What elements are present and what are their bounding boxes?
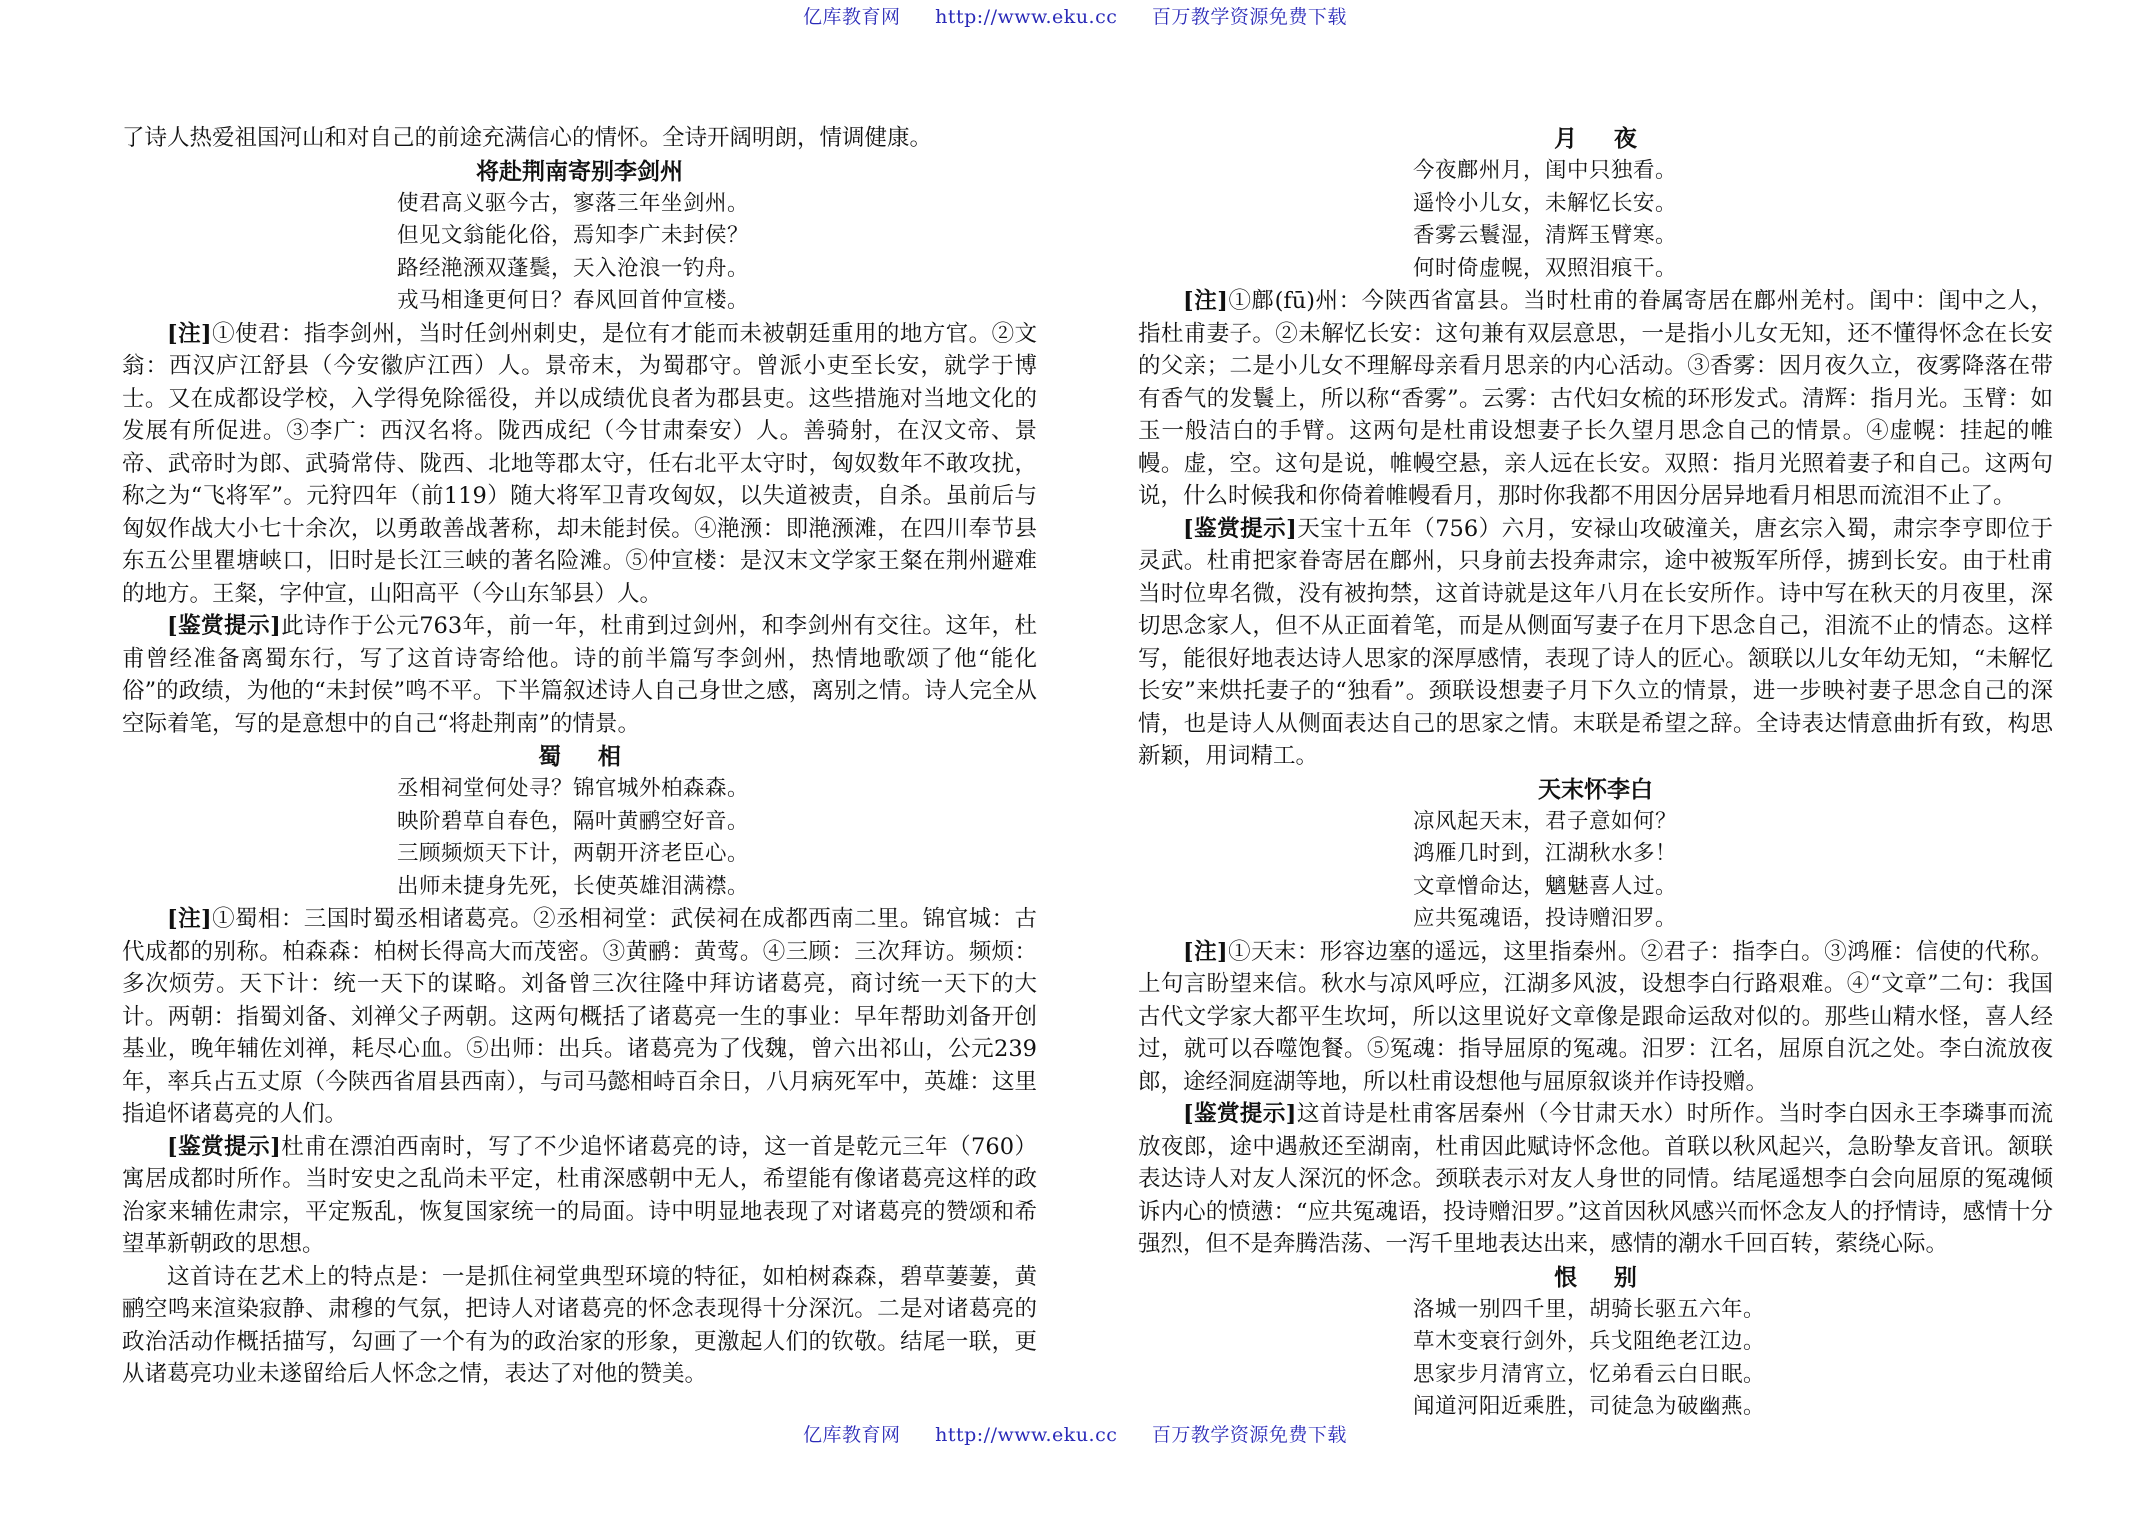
analysis-paragraph: 这首诗在艺术上的特点是：一是抓住祠堂典型环境的特征，如柏树森森，碧草萋萋，黄鹂空鸣来渲染寂静、肃穆的气氛，把诗人对诸葛亮的怀念表现得十分深沉。二是对诸葛亮的政治活动作概括描写，勾画了一个有为的政治家的形象，更激起人们的钦敬。结尾一联，更从诸葛亮功业未遂留给后人怀念之情，表达了对他的赞美。	[122, 1263, 1037, 1387]
tip-text: 杜甫在漂泊西南时，写了不少追怀诸葛亮的诗，这一首是乾元三年（760）寓居成都时所作。当时安史之乱尚未平定，杜甫深感朝中无人，希望能有像诸葛亮这样的政治家来辅佐肃宗，平定叛乱，恢复国家统一的局面。诗中明显地表现了对诸葛亮的赞颂和希望革新朝政的思想。	[122, 1133, 1037, 1257]
verse-line: 路经滟滪双蓬鬓，天入沧浪一钓舟。	[397, 255, 750, 281]
note-text: ①鄜(fū)州：今陕西省富县。当时杜甫的眷属寄居在鄜州羌村。闺中：闺中之人，指杜甫妻子。②未解忆长安：这句兼有双层意思，一是指小儿女无知，还不懂得怀念在长安的父亲；二是小儿女不理解母亲看月思亲的内心活动。③香雾：因月夜久立，夜雾降落在带有香气的发鬟上，所以称“香雾”。云雾：古代妇女梳的环形发式。清辉：指月光。玉臂：如玉一般洁白的手臂。这两句是杜甫设想妻子长久望月思念自己的情景。④虚幌：挂起的帷幔。虚，空。这句是说，帷幔空悬，亲人远在长安。双照：指月光照着妻子和自己。这两句说，什么时候我和你倚着帷幔看月，那时你我都不用因分居异地看月相思而流泪不止了。	[1138, 288, 2053, 509]
verse-line: 洛城一别四千里，胡骑长驱五六年。	[1413, 1296, 1766, 1322]
poem-title-henbie: 恨别	[1554, 1263, 1674, 1291]
verse-line: 何时倚虚幌，双照泪痕干。	[1413, 255, 1678, 281]
note-paragraph	[1138, 936, 2053, 1099]
verse-line: 但见文翁能化俗，焉知李广未封侯？	[397, 223, 750, 248]
poem-title-tianmo: 天末怀李白	[1538, 775, 1653, 803]
tip-paragraph	[122, 610, 1037, 740]
verse-line: 今夜鄜州月，闺中只独看。	[1413, 158, 1678, 183]
left-column	[122, 122, 1037, 1391]
note-tag: [注]	[167, 906, 212, 932]
header-url-link[interactable]: http://www.eku.cc	[935, 6, 1118, 28]
intro-paragraph: 了诗人热爱祖国河山和对自己的前途充满信心的情怀。全诗开阔明朗，情调健康。	[122, 125, 933, 151]
verse-line: 三顾频烦天下计，两朝开济老臣心。	[397, 841, 750, 866]
verse-line: 思家步月清宵立，忆弟看云白日眠。	[1413, 1361, 1766, 1387]
footer-slogan: 百万教学资源免费下载	[1151, 1424, 1347, 1446]
right-column	[1138, 122, 2053, 1424]
verse-line: 丞相祠堂何处寻？锦官城外柏森森。	[397, 776, 750, 801]
note-text: ①天末：形容边塞的遥远，这里指秦州。②君子：指李白。③鸿雁：信使的代称。上句言盼望来信。秋水与凉风呼应，江湖多风波，设想李白行路艰难。④“文章”二句：我国古代文学家大都平生坎坷，所以这里说好文章像是跟命运敌对似的。那些山精水怪，喜人经过，就可以吞噬饱餐。⑤冤魂：指导屈原的冤魂。汨罗：江名，屈原自沉之处。李白流放夜郎，途经洞庭湖等地，所以杜甫设想他与屈原叙谈并作诗投赠。	[1138, 938, 2053, 1095]
poem-title-yueye: 月夜	[1554, 125, 1674, 152]
verse-line: 鸿雁几时到，江湖秋水多！	[1413, 841, 1678, 866]
verse-line: 凉风起天末，君子意如何？	[1413, 808, 1678, 834]
verse-line: 映阶碧草自春色，隔叶黄鹂空好音。	[397, 808, 750, 834]
tip-paragraph	[1138, 513, 2053, 773]
note-tag: [注]	[1183, 938, 1228, 965]
tip-text: 这首诗是杜甫客居秦州（今甘肃天水）时所作。当时李白因永王李璘事而流放夜郎，途中遇赦还至湖南，杜甫因此赋诗怀念他。首联以秋风起兴，急盼挚友音讯。颔联表达诗人对友人深沉的怀念。颈联表示对友人身世的同情。结尾遥想李白会向屈原的冤魂倾诉内心的愤懑：“应共冤魂语，投诗赠汨罗。”这首因秋风感兴而怀念友人的抒情诗，感情十分强烈，但不是奔腾浩荡、一泻千里地表达出来，感情的潮水千回百转，萦绕心际。	[1138, 1101, 2053, 1257]
tip-tag: [鉴赏提示]	[167, 1133, 281, 1160]
poem-title-shuxiang: 蜀相	[538, 743, 658, 770]
verse-line: 出师未捷身先死，长使英雄泪满襟。	[397, 873, 750, 899]
verse-line: 遥怜小儿女，未解忆长安。	[1413, 190, 1678, 216]
header-site-name: 亿库教育网	[803, 6, 901, 28]
footer-site-name: 亿库教育网	[803, 1424, 901, 1446]
verse-line: 香雾云鬟湿，清辉玉臂寒。	[1413, 223, 1678, 248]
verse-line: 使君高义驱今古，寥落三年坐剑州。	[397, 190, 750, 216]
tip-tag: [鉴赏提示]	[1183, 515, 1297, 542]
verse-line: 应共冤魂语，投诗赠汨罗。	[1413, 906, 1678, 931]
verse-line: 文章憎命达，魑魅喜人过。	[1413, 873, 1678, 899]
header-banner	[0, 2, 2150, 29]
tip-tag: [鉴赏提示]	[1183, 1101, 1297, 1127]
verse-line: 闻道河阳近乘胜，司徒急为破幽燕。	[1413, 1394, 1766, 1419]
note-text: ①使君：指李剑州，当时任剑州刺史，是位有才能而未被朝廷重用的地方官。②文翁：西汉庐江舒县（今安徽庐江西）人。景帝末，为蜀郡守。曾派小吏至长安，就学于博士。又在成都设学校，入学得免除徭役，并以成绩优良者为郡县吏。这些措施对当地文化的发展有所促进。③李广：西汉名将。陇西成纪（今甘肃秦安）人。善骑射，在汉文帝、景帝、武帝时为郎、武骑常侍、陇西、北地等郡太守，任右北平太守时，匈奴数年不敢攻扰，称之为“飞将军”。元狩四年（前119）随大将军卫青攻匈奴，以失道被责，自杀。虽前后与匈奴作战大小七十余次，以勇敢善战著称，却未能封侯。④滟滪：即滟滪滩，在四川奉节县东五公里瞿塘峡口，旧时是长江三峡的著名险滩。⑤仲宣楼：是汉末文学家王粲在荆州避难的地方。王粲，字仲宣，山阳高平（今山东邹县）人。	[122, 320, 1037, 607]
tip-text: 此诗作于公元763年，前一年，杜甫到过剑州，和李剑州有交往。这年，杜甫曾经准备离蜀东行，写了这首诗寄给他。诗的前半篇写李剑州，热情地歌颂了他“能化俗”的政绩，为他的“未封侯”鸣不平。下半篇叙述诗人自己身世之感，离别之情。诗人完全从空际着笔，写的是意想中的自己“将赴荆南”的情景。	[122, 613, 1037, 737]
note-paragraph	[1138, 285, 2053, 513]
footer-banner	[0, 1420, 2150, 1447]
verse-line: 戎马相逢更何日？春风回首仲宣楼。	[397, 288, 750, 313]
note-paragraph	[122, 318, 1037, 611]
tip-text: 天宝十五年（756）六月，安禄山攻破潼关，唐玄宗入蜀，肃宗李亨即位于灵武。杜甫把家眷寄居在鄜州，只身前去投奔肃宗，途中被叛军所俘，掳到长安。由于杜甫当时位卑名微，没有被拘禁，这首诗就是这年八月在长安所作。诗中写在秋天的月夜里，深切思念家人，但不从正面着笔，而是从侧面写妻子在月下思念自己，泪流不止的情态。这样写，能很好地表达诗人思家的深厚感情，表现了诗人的匠心。颔联以儿女年幼无知，“未解忆长安”来烘托妻子的“独看”。颈联设想妻子月下久立的情景，进一步映衬妻子思念自己的深情，也是诗人从侧面表达自己的思家之情。末联是希望之辞。全诗表达情意曲折有致，构思新颖，用词精工。	[1138, 515, 2053, 769]
poem-title-jiangfu: 将赴荆南寄别李剑州	[476, 157, 683, 185]
footer-url-link[interactable]: http://www.eku.cc	[935, 1424, 1118, 1446]
tip-tag: [鉴赏提示]	[167, 613, 281, 639]
header-slogan: 百万教学资源免费下载	[1151, 6, 1347, 28]
tip-paragraph	[122, 1131, 1037, 1261]
tip-paragraph	[1138, 1098, 2053, 1261]
note-paragraph	[122, 903, 1037, 1131]
note-tag: [注]	[1183, 288, 1228, 314]
note-tag: [注]	[167, 320, 212, 347]
note-text: ①蜀相：三国时蜀丞相诸葛亮。②丞相祠堂：武侯祠在成都西南二里。锦官城：古代成都的别称。柏森森：柏树长得高大而茂密。③黄鹂：黄莺。④三顾：三次拜访。频烦：多次烦劳。天下计：统一天下的谋略。刘备曾三次往隆中拜访诸葛亮，商讨统一天下的大计。两朝：指蜀刘备、刘禅父子两朝。这两句概括了诸葛亮一生的事业：早年帮助刘备开创基业，晚年辅佐刘禅，耗尽心血。⑤出师：出兵。诸葛亮为了伐魏，曾六出祁山，公元239年，率兵占五丈原（今陕西省眉县西南），与司马懿相峙百余日，八月病死军中，英雄：这里指追怀诸葛亮的人们。	[122, 906, 1037, 1127]
verse-line: 草木变衰行剑外，兵戈阻绝老江边。	[1413, 1329, 1766, 1354]
